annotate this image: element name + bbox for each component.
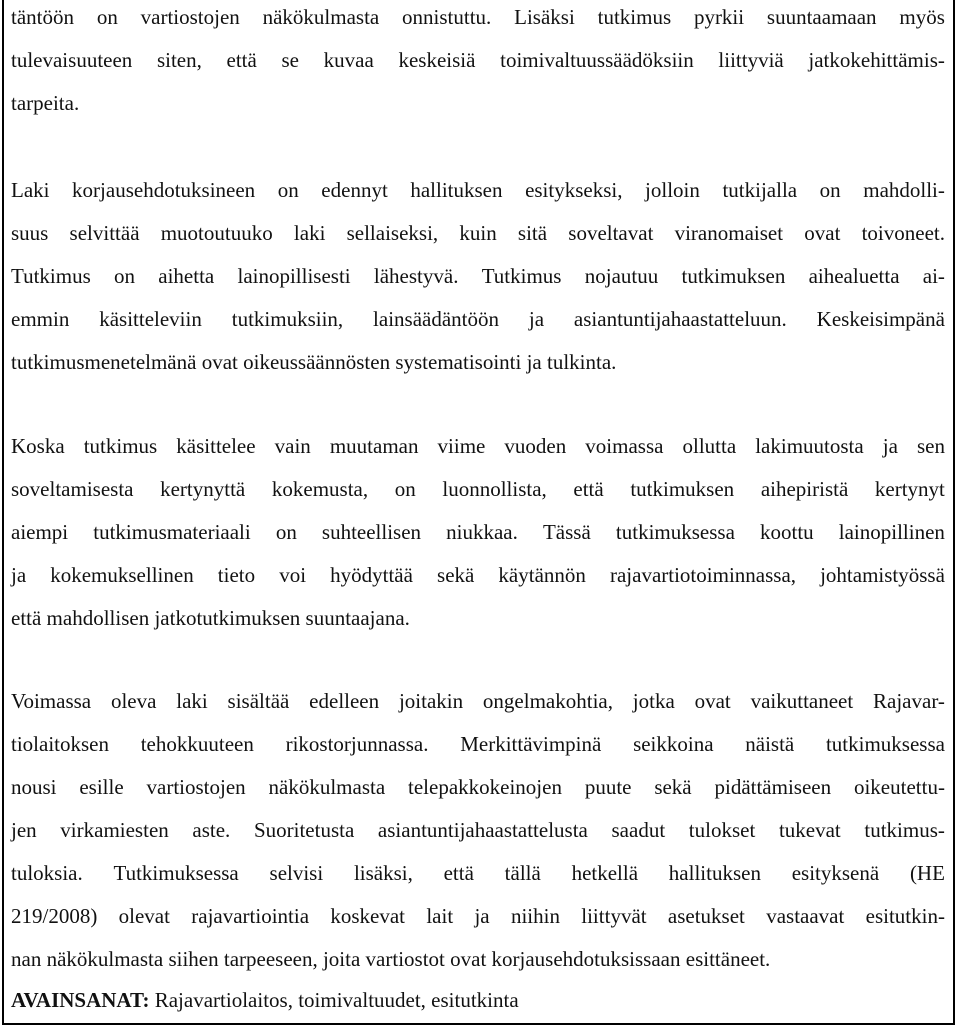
word: ongelmakohtia, bbox=[482, 689, 613, 713]
word: oikeutettu- bbox=[853, 775, 945, 799]
word: käsitteleviin bbox=[99, 307, 202, 331]
word: selvittää bbox=[69, 221, 140, 245]
word: jatkokehittämis- bbox=[808, 48, 945, 72]
word: nojautuu bbox=[584, 264, 659, 288]
word: ovat bbox=[804, 221, 841, 245]
word: tutkimusmateriaali bbox=[93, 520, 251, 544]
word: hetkellä bbox=[571, 861, 639, 885]
text-line bbox=[11, 734, 945, 755]
word: täntöön bbox=[11, 5, 74, 29]
word: laki bbox=[176, 689, 208, 713]
word: tutkimuksessa bbox=[615, 520, 735, 544]
word: saadut bbox=[611, 818, 666, 842]
word: aste. bbox=[192, 818, 231, 842]
word: koottu bbox=[760, 520, 814, 544]
word: tutkimuksiin, bbox=[231, 307, 344, 331]
word: vastaavat bbox=[766, 904, 845, 928]
word: että bbox=[226, 48, 257, 72]
word: rikostorjunnassa. bbox=[285, 732, 429, 756]
word: Koska bbox=[11, 434, 65, 458]
word: on bbox=[114, 264, 136, 288]
word: lainopillisesti bbox=[237, 264, 351, 288]
text-line bbox=[11, 522, 945, 543]
word: muotoutuuko bbox=[160, 221, 273, 245]
word: käsittelee bbox=[176, 434, 256, 458]
word: se bbox=[281, 48, 299, 72]
word: (HE bbox=[909, 861, 945, 885]
word: että bbox=[443, 861, 474, 885]
word: korjausehdotuksineen bbox=[72, 178, 256, 202]
word: sekä bbox=[437, 563, 475, 587]
word: tutkimus- bbox=[864, 818, 945, 842]
text-line bbox=[11, 863, 945, 884]
word: kertynyttä bbox=[160, 477, 246, 501]
word: oleva bbox=[110, 689, 157, 713]
word: virkamiesten bbox=[60, 818, 169, 842]
word: vartiostojen bbox=[140, 5, 240, 29]
word: esille bbox=[79, 775, 124, 799]
word: laki bbox=[293, 221, 326, 245]
word: esityksenä bbox=[791, 861, 880, 885]
keywords-label: AVAINSANAT: bbox=[11, 988, 150, 1012]
word: ovat bbox=[694, 689, 731, 713]
text-line: että mahdollisen jatkotutkimuksen suuntaajana. bbox=[11, 606, 410, 630]
keywords-line bbox=[11, 990, 519, 1011]
word: emmin bbox=[11, 307, 70, 331]
word: seikkoina bbox=[633, 732, 714, 756]
word: liittyvät bbox=[581, 904, 647, 928]
word: näistä bbox=[745, 732, 795, 756]
word: kokemuksellinen bbox=[50, 563, 194, 587]
word: Rajavar- bbox=[873, 689, 945, 713]
word: Lisäksi bbox=[514, 5, 575, 29]
word: sekä bbox=[654, 775, 692, 799]
word: aihealuetta bbox=[808, 264, 900, 288]
word: sisältää bbox=[227, 689, 290, 713]
word: Tässä bbox=[542, 520, 591, 544]
word: on bbox=[394, 477, 416, 501]
word: jolloin bbox=[645, 178, 700, 202]
text-line bbox=[11, 50, 945, 71]
word: tutkimuksen bbox=[630, 477, 735, 501]
word: Tutkimus bbox=[11, 264, 91, 288]
text-line: tutkimusmenetelmänä ovat oikeussäännösten systematisointi ja tulkinta. bbox=[11, 350, 617, 374]
text-line bbox=[11, 7, 945, 28]
word: rajavartiotoiminnassa, bbox=[609, 563, 797, 587]
word: sen bbox=[916, 434, 945, 458]
word: lisäksi, bbox=[353, 861, 413, 885]
word: suuntaamaan bbox=[766, 5, 877, 29]
word: telepakkokeinojen bbox=[408, 775, 562, 799]
word: joitakin bbox=[398, 689, 464, 713]
word: ja bbox=[11, 563, 27, 587]
word: muutaman bbox=[329, 434, 419, 458]
word: myös bbox=[899, 5, 945, 29]
word: Suoritetusta bbox=[253, 818, 355, 842]
word: tieto bbox=[217, 563, 256, 587]
word: tutkimus bbox=[597, 5, 672, 29]
word: edelleen bbox=[309, 689, 380, 713]
word: voi bbox=[279, 563, 307, 587]
word: voimassa bbox=[585, 434, 664, 458]
text-line bbox=[11, 309, 945, 330]
word: niukkaa. bbox=[446, 520, 518, 544]
word: käytännön bbox=[498, 563, 586, 587]
word: tutkijalla bbox=[722, 178, 798, 202]
word: tukevat bbox=[778, 818, 841, 842]
word: sitä bbox=[517, 221, 548, 245]
text-line bbox=[11, 691, 945, 712]
word: tehokkuuteen bbox=[140, 732, 254, 756]
word: aiempi bbox=[11, 520, 69, 544]
word: tutkimus bbox=[83, 434, 158, 458]
word: viranomaiset bbox=[674, 221, 784, 245]
word: ja bbox=[882, 434, 898, 458]
word: vaikuttaneet bbox=[750, 689, 854, 713]
word: puute bbox=[584, 775, 632, 799]
word: on bbox=[819, 178, 841, 202]
word: esitutkin- bbox=[865, 904, 945, 928]
word: lähestyvä. bbox=[373, 264, 459, 288]
word: kertynyt bbox=[874, 477, 945, 501]
word: Laki bbox=[11, 178, 50, 202]
word: Tutkimuksessa bbox=[113, 861, 239, 885]
text-line: nan näkökulmasta siihen tarpeeseen, joita vartiostot ovat korjausehdotuksissaan esittäneet. bbox=[11, 947, 771, 971]
word: kuin bbox=[459, 221, 497, 245]
word: tulokset bbox=[688, 818, 756, 842]
word: soveltavat bbox=[568, 221, 654, 245]
word: lainopillinen bbox=[838, 520, 945, 544]
word: Keskeisimpänä bbox=[816, 307, 945, 331]
word: aihepiristä bbox=[760, 477, 849, 501]
word: ollutta bbox=[682, 434, 737, 458]
word: johtamistyössä bbox=[820, 563, 945, 587]
word: ai- bbox=[922, 264, 945, 288]
word: hallituksen bbox=[668, 861, 761, 885]
word: asetukset bbox=[667, 904, 745, 928]
word: pidättämiseen bbox=[714, 775, 832, 799]
word: onnistuttu. bbox=[402, 5, 492, 29]
text-line: tarpeita. bbox=[11, 91, 80, 115]
word: siten, bbox=[156, 48, 202, 72]
word: selvisi bbox=[269, 861, 324, 885]
word: esitykseksi, bbox=[525, 178, 623, 202]
text-line bbox=[11, 479, 945, 500]
text-line bbox=[11, 777, 945, 798]
word: Merkittävimpinä bbox=[460, 732, 602, 756]
word: suus bbox=[11, 221, 49, 245]
text-line bbox=[11, 906, 945, 927]
word: keskeisiä bbox=[398, 48, 476, 72]
word: koskevat bbox=[330, 904, 406, 928]
word: tutkimuksessa bbox=[825, 732, 945, 756]
word: on bbox=[275, 520, 297, 544]
word: edennyt bbox=[321, 178, 388, 202]
word: toivoneet. bbox=[861, 221, 945, 245]
word: jen bbox=[11, 818, 37, 842]
word: sellaiseksi, bbox=[346, 221, 439, 245]
word: Tutkimus bbox=[481, 264, 562, 288]
word: niihin bbox=[510, 904, 560, 928]
word: mahdolli- bbox=[863, 178, 945, 202]
word: 219/2008) bbox=[11, 904, 98, 928]
word: tiolaitoksen bbox=[11, 732, 109, 756]
word: kuvaa bbox=[323, 48, 374, 72]
word: nousi bbox=[11, 775, 57, 799]
word: lakimuutosta bbox=[755, 434, 864, 458]
text-line bbox=[11, 565, 945, 586]
text-line bbox=[11, 223, 945, 244]
word: lainsäädäntöön bbox=[373, 307, 500, 331]
word: näkökulmasta bbox=[268, 775, 386, 799]
word: viime bbox=[437, 434, 486, 458]
word: ja bbox=[474, 904, 490, 928]
word: hyödyttää bbox=[330, 563, 413, 587]
text-line bbox=[11, 180, 945, 201]
word: jotka bbox=[632, 689, 675, 713]
word: hallituksen bbox=[410, 178, 503, 202]
word: tulevaisuuteen bbox=[11, 48, 133, 72]
word: vuoden bbox=[504, 434, 567, 458]
word: olevat bbox=[118, 904, 170, 928]
word: aihetta bbox=[158, 264, 215, 288]
word: ja bbox=[528, 307, 545, 331]
word: liittyviä bbox=[718, 48, 784, 72]
word: asiantuntijahaastatteluun. bbox=[573, 307, 787, 331]
word: näkökulmasta bbox=[262, 5, 380, 29]
word: pyrkii bbox=[693, 5, 745, 29]
word: luonnollista, bbox=[442, 477, 547, 501]
keywords-value: Rajavartiolaitos, toimivaltuudet, esitutkinta bbox=[149, 988, 519, 1012]
word: on bbox=[96, 5, 118, 29]
text-line bbox=[11, 266, 945, 287]
word: toimivaltuussäädöksiin bbox=[500, 48, 694, 72]
word: tutkimuksen bbox=[681, 264, 786, 288]
word: asiantuntijahaastattelusta bbox=[377, 818, 588, 842]
word: vain bbox=[274, 434, 311, 458]
word: vartiostojen bbox=[146, 775, 246, 799]
word: tällä bbox=[504, 861, 541, 885]
word: soveltamisesta bbox=[11, 477, 134, 501]
word: Voimassa bbox=[11, 689, 92, 713]
word: suhteellisen bbox=[321, 520, 422, 544]
word: on bbox=[277, 178, 299, 202]
word: rajavartiointia bbox=[191, 904, 310, 928]
word: kokemusta, bbox=[271, 477, 369, 501]
word: lait bbox=[426, 904, 454, 928]
word: että bbox=[573, 477, 604, 501]
word: tuloksia. bbox=[11, 861, 83, 885]
text-line bbox=[11, 436, 945, 457]
text-line bbox=[11, 820, 945, 841]
